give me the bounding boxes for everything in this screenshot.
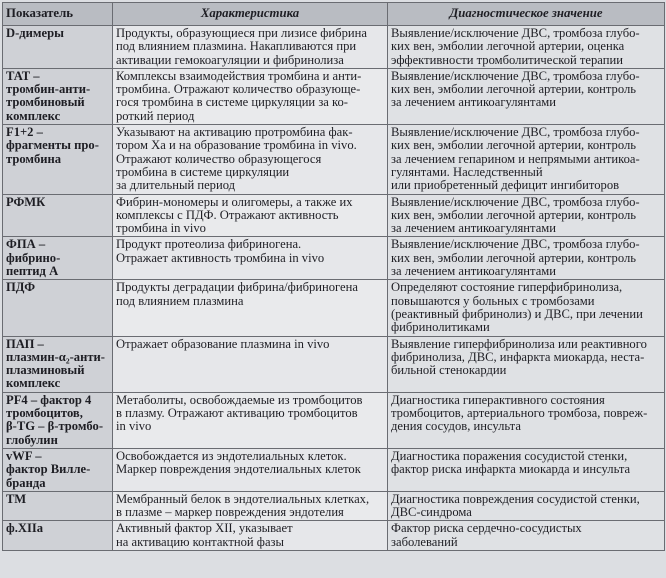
cell-line: фибринолитиками — [391, 320, 490, 335]
cell-line: РФМК — [6, 194, 46, 209]
cell-line: Указывают на активацию протромбина фак- — [116, 125, 353, 140]
cell-line: фактор Вилле- — [6, 462, 91, 477]
cell-line: за лечением гепарином и непрямыми антикоа- — [391, 151, 640, 166]
cell-indicator — [3, 448, 113, 491]
cell-line: Диагностика поражения сосудистой стенки, — [391, 448, 628, 463]
coagulation-markers-table — [2, 2, 665, 551]
cell-indicator — [3, 280, 113, 336]
table-body — [3, 26, 665, 551]
header-diagnostic: Диагностическое значение — [388, 3, 665, 26]
cell-characteristic — [113, 448, 388, 491]
cell-line: за лечением антикоагулянтами — [391, 95, 557, 110]
cell-line: Фактор риска сердечно-сосудистых — [391, 521, 582, 536]
cell-characteristic — [113, 336, 388, 392]
cell-line: ПДФ — [6, 280, 36, 295]
cell-characteristic — [113, 392, 388, 448]
cell-line: гулянтами. Наследственный — [391, 164, 543, 179]
cell-characteristic — [113, 125, 388, 194]
cell-line: Активный фактор XII, указывает — [116, 521, 293, 536]
cell-line: F1+2 – — [6, 125, 43, 140]
cell-line: фибрино- — [6, 250, 61, 265]
cell-line: за лечением антикоагулянтами — [391, 264, 557, 279]
cell-characteristic — [113, 26, 388, 69]
cell-line: Выявление/исключение ДВС, тромбоза глубо- — [391, 194, 640, 209]
table-header-row — [3, 3, 665, 26]
cell-diagnostic — [388, 237, 665, 280]
cell-line: комплекс — [6, 108, 61, 123]
cell-diagnostic — [388, 491, 665, 521]
cell-characteristic — [113, 521, 388, 551]
cell-line: эффективности тромболитической терапии — [391, 52, 623, 67]
cell-line: ДВС-синдрома — [391, 505, 472, 520]
table-row — [3, 491, 665, 521]
cell-line: гося тромбина в системе циркуляции за ко- — [116, 95, 348, 110]
cell-line: роткий период — [116, 108, 195, 123]
cell-line: Выявление гиперфибринолиза или реактивного — [391, 336, 647, 351]
cell-characteristic — [113, 280, 388, 336]
cell-line: Фибрин-мономеры и олигомеры, а также их — [116, 194, 353, 209]
cell-line: тромбина. Отражают количество образующе- — [116, 82, 361, 97]
cell-line: ких вен, эмболии легочной артерии, контроль — [391, 207, 636, 222]
header-characteristic: Характеристика — [113, 3, 388, 26]
cell-line: тромбин-анти- — [6, 82, 91, 97]
cell-line: или приобретенный дефицит ингибиторов — [391, 178, 620, 193]
table-row — [3, 194, 665, 237]
cell-line: заболеваний — [391, 534, 458, 549]
cell-line: за длительный период — [116, 178, 236, 193]
cell-diagnostic — [388, 448, 665, 491]
cell-characteristic — [113, 237, 388, 280]
cell-indicator — [3, 125, 113, 194]
cell-line: ких вен, эмболии легочной артерии, контроль — [391, 138, 636, 153]
cell-line: под влиянием плазмина. Накапливаются при — [116, 39, 357, 54]
cell-line: на активацию контактной фазы — [116, 534, 284, 549]
cell-line: тромбоцитов, — [6, 406, 83, 421]
cell-line: D-димеры — [6, 26, 64, 40]
cell-line: Отражает активность тромбина in vivo — [116, 250, 325, 265]
cell-indicator — [3, 237, 113, 280]
cell-indicator — [3, 26, 113, 69]
cell-line: дения сосудов, инсульта — [391, 419, 521, 434]
cell-line: за лечением антикоагулянтами — [391, 221, 557, 236]
cell-line: фибринолиза, ДВС, инфаркта миокарда, неста- — [391, 349, 645, 364]
cell-line: Выявление/исключение ДВС, тромбоза глубо- — [391, 237, 640, 252]
cell-diagnostic — [388, 521, 665, 551]
cell-line: Освобождается из эндотелиальных клеток. — [116, 448, 347, 463]
cell-line: комплексы с ПДФ. Отражают активность — [116, 207, 339, 222]
table-row — [3, 68, 665, 124]
cell-line: Метаболиты, освобождаемые из тромбоцитов — [116, 392, 363, 407]
cell-line: ТМ — [6, 491, 27, 506]
cell-line: Определяют состояние гиперфибринолиза, — [391, 280, 623, 295]
cell-line: in vivo — [116, 419, 152, 434]
cell-line: β-TG – β-тромбо- — [6, 419, 104, 434]
cell-line: плазминовый — [6, 363, 85, 378]
cell-line: Отражают количество образующегося — [116, 151, 322, 166]
cell-line: Комплексы взаимодействия тромбина и анти- — [116, 68, 362, 83]
table-row — [3, 125, 665, 194]
table-row — [3, 237, 665, 280]
cell-line: Диагностика повреждения сосудистой стенки, — [391, 491, 640, 506]
table-row — [3, 336, 665, 392]
cell-diagnostic — [388, 194, 665, 237]
cell-line: фрагменты про- — [6, 138, 99, 153]
cell-diagnostic — [388, 26, 665, 69]
cell-diagnostic — [388, 280, 665, 336]
cell-line: бильной стенокардии — [391, 363, 507, 378]
cell-line: ф.XIIa — [6, 521, 44, 536]
cell-line: vWF – — [6, 448, 42, 463]
cell-line: Выявление/исключение ДВС, тромбоза глубо- — [391, 26, 640, 40]
cell-line: пептид А — [6, 264, 59, 279]
cell-line: Выявление/исключение ДВС, тромбоза глубо- — [391, 125, 640, 140]
cell-diagnostic — [388, 336, 665, 392]
cell-line: Диагностика гиперактивного состояния — [391, 392, 605, 407]
cell-line: тромбина in vivo — [116, 221, 206, 236]
cell-line: ких вен, эмболии легочной артерии, контроль — [391, 250, 636, 265]
cell-indicator — [3, 491, 113, 521]
table-row — [3, 392, 665, 448]
cell-line: тромбина — [6, 151, 62, 166]
cell-diagnostic — [388, 392, 665, 448]
cell-indicator — [3, 336, 113, 392]
cell-line: под влиянием плазмина — [116, 293, 244, 308]
cell-characteristic — [113, 194, 388, 237]
cell-line: повышаются у больных с тромбозами — [391, 293, 595, 308]
cell-line: Отражает образование плазмина in vivo — [116, 336, 330, 351]
cell-line: глобулин — [6, 432, 58, 447]
cell-line: активации гемокоагуляции и фибринолиза — [116, 52, 344, 67]
cell-indicator — [3, 194, 113, 237]
cell-indicator — [3, 392, 113, 448]
table-row — [3, 26, 665, 69]
cell-line: PF4 – фактор 4 — [6, 392, 92, 407]
cell-line: ких вен, эмболии легочной артерии, контроль — [391, 82, 636, 97]
cell-diagnostic — [388, 125, 665, 194]
cell-characteristic — [113, 68, 388, 124]
cell-line: Продукт протеолиза фибриногена. — [116, 237, 302, 252]
cell-line: Продукты деградации фибрина/фибриногена — [116, 280, 358, 295]
cell-line: тромбоцитов, артериального тромбоза, повреж- — [391, 406, 648, 421]
cell-line: в плазму. Отражают активацию тромбоцитов — [116, 406, 358, 421]
table-row — [3, 521, 665, 551]
cell-line: тромбиновый — [6, 95, 85, 110]
cell-line: Продукты, образующиеся при лизисе фибрина — [116, 26, 367, 40]
cell-diagnostic — [388, 68, 665, 124]
cell-line: ПАП – — [6, 336, 44, 351]
table-row — [3, 280, 665, 336]
cell-line: ких вен, эмболии легочной артерии, оценка — [391, 39, 625, 54]
cell-line: ТАТ – — [6, 68, 40, 83]
cell-line: комплекс — [6, 376, 61, 391]
cell-line: Маркер повреждения эндотелиальных клеток — [116, 462, 361, 477]
cell-line: ФПА – — [6, 237, 46, 252]
cell-line: в плазме – маркер повреждения эндотелия — [116, 505, 344, 520]
cell-line: тором Ха и на образование тромбина in vivo. — [116, 138, 357, 153]
table-row — [3, 448, 665, 491]
cell-line: (реактивный фибринолиз) и ДВС, при лечении — [391, 306, 643, 321]
cell-line: фактор риска инфаркта миокарда и инсульта — [391, 462, 631, 477]
header-indicator: Показатель — [3, 3, 113, 26]
cell-indicator — [3, 521, 113, 551]
cell-line: бранда — [6, 475, 46, 490]
cell-characteristic — [113, 491, 388, 521]
cell-indicator — [3, 68, 113, 124]
cell-line: тромбина в системе циркуляции — [116, 164, 290, 179]
cell-line: Выявление/исключение ДВС, тромбоза глубо- — [391, 68, 640, 83]
cell-line: плазмин-α₂-анти- — [6, 349, 105, 364]
cell-line: Мембранный белок в эндотелиальных клетках, — [116, 491, 370, 506]
